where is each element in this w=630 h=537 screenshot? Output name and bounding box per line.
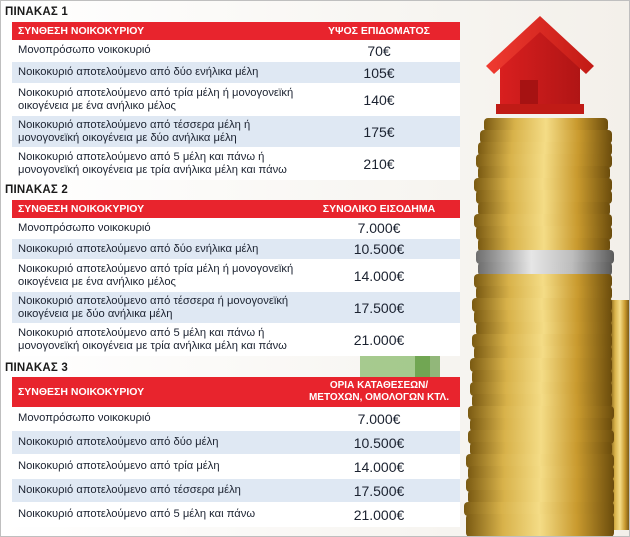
row-value: 17.500€ [353, 482, 405, 499]
row-label: Νοικοκυριό αποτελούμενο από 5 μέλη και πάνω ή μονογονεϊκή οικογένεια με τρία ανήλικα μέλη και πάνω [18, 326, 287, 352]
row-label: Νοικοκυριό αποτελούμενο από τέσσερα μέλη ή μονογονεϊκή οικογένεια με δύο ανήλικα μέλη [18, 118, 251, 144]
table-row [12, 503, 460, 527]
row-label: Νοικοκυριό αποτελούμενο από δύο μέλη [18, 436, 219, 448]
row-value: 17.500€ [353, 299, 405, 316]
row-value: 21.000€ [353, 331, 405, 348]
table-row [12, 324, 460, 356]
table1-col1-header: ΣΥΝΘΕΣΗ ΝΟΙΚΟΚΥΡΙΟΥ [18, 25, 145, 37]
row-label: Νοικοκυριό αποτελούμενο από 5 μέλη και πάνω [18, 508, 256, 520]
table-row [12, 260, 460, 292]
row-value: 10.500€ [353, 241, 405, 257]
row-label: Νοικοκυριό αποτελούμενο από τρία μέλη [18, 460, 220, 472]
table-row [12, 116, 460, 148]
row-value: 7.000€ [357, 220, 401, 236]
row-label: Νοικοκυριό αποτελούμενο από δύο ενήλικα μέλη [18, 242, 259, 255]
row-value: 7.000€ [357, 410, 401, 427]
row-label: Νοικοκυριό αποτελούμενο από τρία μέλη ή μονογονεϊκή οικογένεια με ένα ανήλικο μέλος [18, 262, 294, 288]
table2-col1-header: ΣΥΝΘΕΣΗ ΝΟΙΚΟΚΥΡΙΟΥ [18, 203, 145, 215]
table2-title: ΠΙΝΑΚΑΣ 2 [5, 184, 69, 196]
row-value: 105€ [363, 64, 395, 81]
row-label: Μονοπρόσωπο νοικοκυριό [18, 412, 151, 424]
table2 [12, 200, 460, 356]
row-label: Νοικοκυριό αποτελούμενο από τέσσερα μέλη [18, 484, 241, 496]
table3-col2-header-line2: ΜΕΤΟΧΩΝ, ΟΜΟΛΟΓΩΝ ΚΤΛ. [308, 392, 450, 403]
row-label: Νοικοκυριό αποτελούμενο από τέσσερα ή μονογονεϊκή οικογένεια με δύο ανήλικα μέλη [18, 294, 289, 320]
table3-col2-header [304, 380, 454, 404]
row-value: 14.000€ [353, 267, 405, 284]
row-value: 21.000€ [353, 506, 405, 523]
table1-header [12, 22, 460, 40]
row-value: 10.500€ [353, 434, 405, 451]
row-value: 14.000€ [353, 458, 405, 475]
table1-col2-header: ΥΨΟΣ ΕΠΙΔΟΜΑΤΟΣ [328, 25, 430, 37]
table3 [12, 377, 460, 527]
table3-col1-header: ΣΥΝΘΕΣΗ ΝΟΙΚΟΚΥΡΙΟΥ [18, 386, 145, 398]
table2-header [12, 200, 460, 218]
row-label: Νοικοκυριό αποτελούμενο από τρία μέλη ή μονογονεϊκή οικογένεια με ένα ανήλικο μέλος [18, 86, 294, 112]
table-row [12, 292, 460, 324]
table1 [12, 22, 460, 180]
row-value: 140€ [363, 91, 395, 108]
table-row [12, 218, 460, 239]
table-row [12, 62, 460, 84]
row-value: 210€ [363, 155, 395, 172]
table3-col2-header-line1: ΟΡΙΑ ΚΑΤΑΘΕΣΕΩΝ/ [329, 380, 429, 391]
table-row [12, 239, 460, 260]
table2-col2-header: ΣΥΝΟΛΙΚΟ ΕΙΣΟΔΗΜΑ [322, 203, 436, 215]
row-label: Νοικοκυριό αποτελούμενο από 5 μέλη και πάνω ή μονογονεϊκή οικογένεια με τρία ανήλικα μέλη και πάνω [18, 150, 287, 176]
table1-title: ΠΙΝΑΚΑΣ 1 [5, 6, 69, 18]
row-value: 175€ [363, 123, 395, 140]
table3-header [12, 377, 460, 407]
table-row [12, 407, 460, 431]
table-row [12, 479, 460, 503]
table-row [12, 455, 460, 479]
table-row [12, 40, 460, 62]
row-label: Μονοπρόσωπο νοικοκυριό [18, 221, 151, 234]
row-label: Νοικοκυριό αποτελούμενο από δύο ενήλικα μέλη [18, 66, 259, 78]
table-row [12, 148, 460, 180]
row-label: Μονοπρόσωπο νοικοκυριό [18, 44, 151, 56]
table3-title: ΠΙΝΑΚΑΣ 3 [5, 362, 69, 374]
table-row [12, 84, 460, 116]
table-row [12, 431, 460, 455]
row-value: 70€ [367, 42, 391, 59]
